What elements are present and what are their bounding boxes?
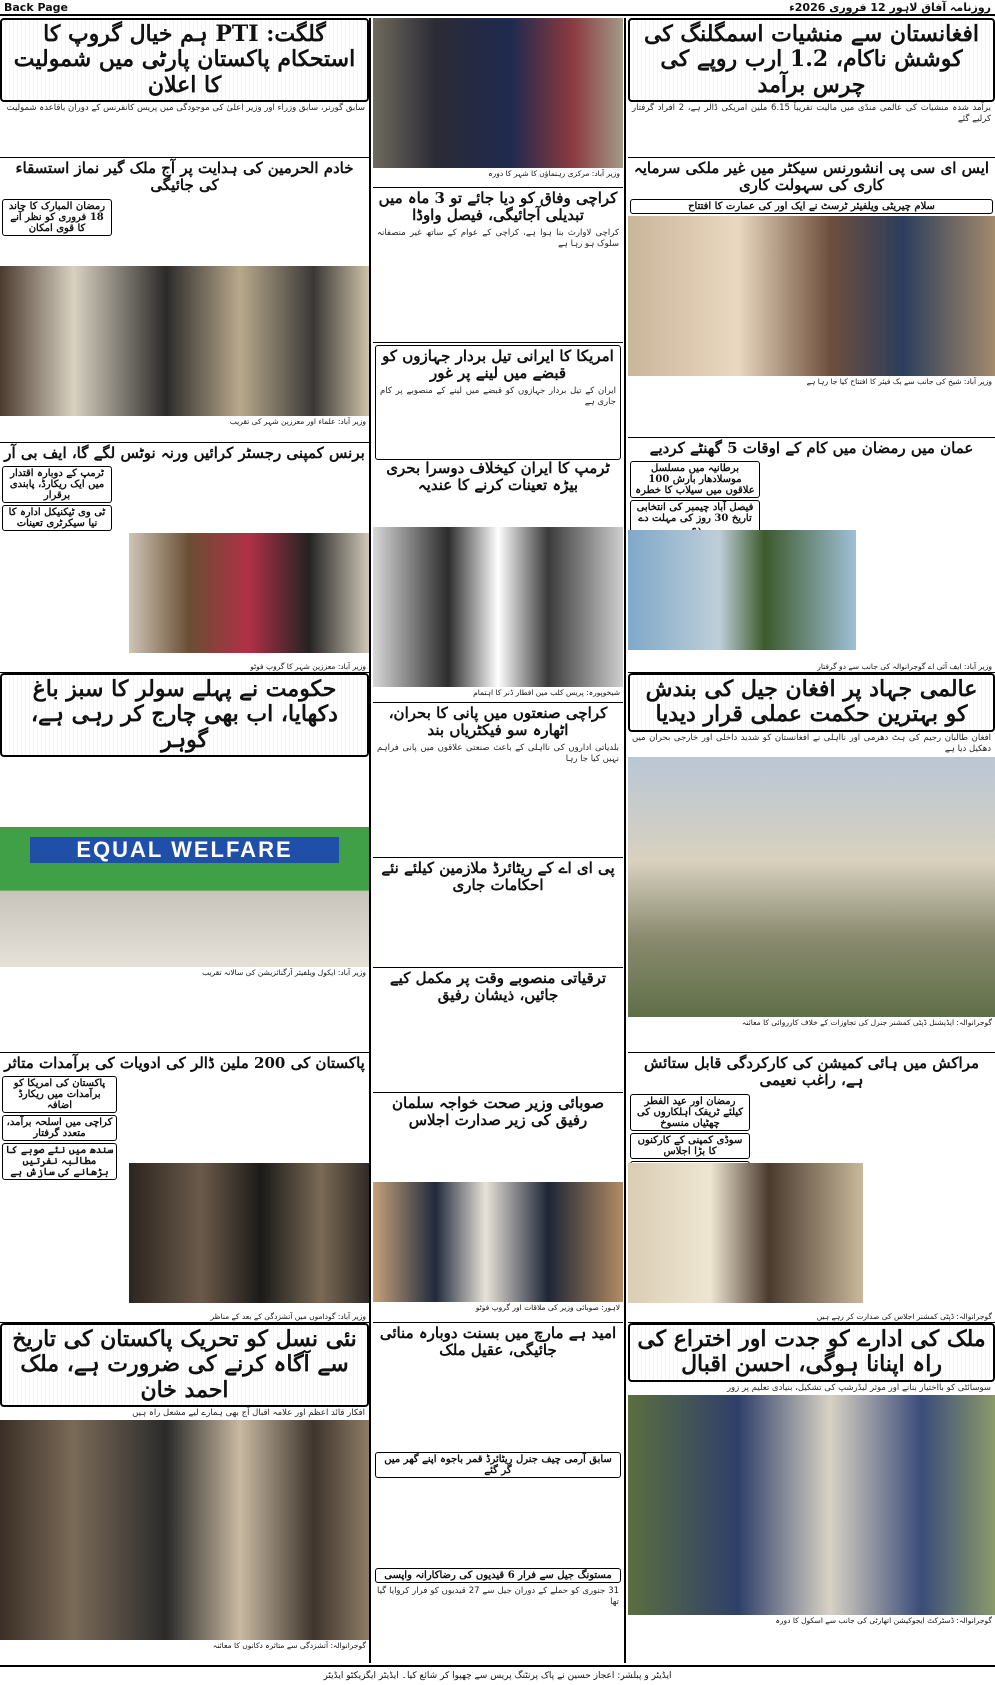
section-label: Back Page [4,0,68,14]
story-body: افغان طالبان رجیم کی ہٹ دھرمی اور نااہلی نے افغانستان کو شدید داخلی اور خارجی بحران میں دھکیل دیا ہے [632,732,991,755]
story-us-iran-oil [375,345,621,460]
headline: گلگت: PTI ہم خیال گروپ کا استحکام پاکستان پارٹی میں شمولیت کا اعلان [0,18,369,102]
photo-caption: گوجرانوالہ: ڈسٹرکٹ ایجوکیشن اتھارٹی کی جانب سے اسکول کا دورہ [628,1615,995,1626]
news-photo [628,530,856,650]
story-gilgit-pti [0,18,369,158]
headline: برنس کمپنی رجسٹر کرائیں ورنہ نوٹس لگے گا، ایف بی آر [4,444,365,462]
headline: عمان میں رمضان میں کام کے اوقات 5 گھنٹے کردیے [649,439,974,457]
headline: پی ای اے کے ریٹائرڈ ملازمین کیلئے نئے احکامات جاری [381,859,615,895]
sub-headline: ٹی وی ٹیکنیکل ادارہ کا نیا سیکرٹری تعینات [2,505,112,531]
photo-caption: گوجرانوالہ: ایڈیشنل ڈپٹی کمشنر جنرل کی تجاوزات کے خلاف کارروائی کا معائنہ [628,1017,995,1028]
column-rule [624,18,626,1663]
headline: مراکش میں ہائی کمیشن کی کارکردگی قابل ستائش ہے، راغب نعیمی [643,1054,980,1090]
sub-headline: سلام چیریٹی ویلفیئر ٹرسٹ نے ایک اور کی عمارت کا افتتاح [630,199,993,214]
sub-headline: فیصل آباد چیمبر کی انتخابی تاریخ 30 روز کی مہلت دے [630,500,760,537]
photo-caption: لاہور: صوبائی وزیر کی ملاقات اور گروپ فوٹو [373,1302,623,1313]
news-photo [628,216,995,376]
masthead-date: روزنامہ آفاق لاہور 12 فروری 2026ء [789,0,991,14]
headline: افغانستان سے منشیات اسمگلنگ کی کوشش ناکام، 1.2 ارب روپے کی چرس برآمد [628,18,995,102]
sub-headline: پاکستان کی امریکا کو برآمدات میں ریکارڈ اضافہ [2,1076,117,1113]
story-drug-seizure [628,18,995,158]
story-body: سابق گورنر، سابق وزراء اور وزیر اعلیٰ کی موجودگی میں پریس کانفرنس کے دوران باقاعدہ شمولیت [6,102,365,113]
photo-caption: وزیر آباد: شیخ کی جانب سے بک فیئر کا افتتاح کیا جا رہا ہے [628,376,995,387]
headline: کراچی وفاق کو دیا جائے تو 3 ماہ میں تبدیلی آجائیگی، فیصل واوڈا [378,189,618,225]
right-column [628,18,995,1663]
story-zeeshan-rafiq [373,968,623,1093]
photo-caption: وزیر آباد: مرکزی رہنماؤں کا شہر کا دورہ [373,168,623,179]
story-body: بلدیاتی اداروں کی نااہلی کے باعث صنعتی علاقوں میں پانی فراہم نہیں کیا جا رہا [377,742,619,764]
story-istisqa [0,158,369,443]
photo-caption: گوجرانوالہ: ڈپٹی کمشنر اجلاس کی صدارت کر رہے ہیں [628,1311,995,1322]
story-fbr [0,443,369,673]
news-photo [129,1163,369,1303]
headline: امید ہے مارچ میں بسنت دوبارہ منائی جائیگی، عقیل ملک [379,1324,617,1360]
story-ahsan-iqbal [628,1323,995,1663]
story-oman [628,438,995,673]
sub-headline: کراچی میں اسلحہ برآمد، متعدد گرفتار [2,1115,117,1141]
headline: ترقیاتی منصوبے وقت پر مکمل کیے جائیں، ذیشان رفیق [389,969,607,1005]
photo-caption: وزیر آباد: معززین شہر کا گروپ فوٹو [0,661,369,672]
headline: خادم الحرمین کی ہدایت پر آج ملک گیر نماز استسقاء کی جائیگی [15,159,354,195]
story-malik-ahmad-khan [0,1323,369,1663]
news-photo [373,527,623,687]
photo-caption: وزیر آباد: ایف آئی اے گوجرانوالہ کی جانب سے دو گرفتار [628,661,995,672]
headline: ٹرمپ کا ایران کیخلاف دوسرا بحری بیڑہ تعینات کرنے کا عندیہ [386,459,610,495]
story-pia-retired [373,858,623,968]
story-vawda [373,188,623,343]
photo-caption: وزیر آباد: علماء اور معززین شہر کی تقریب [0,416,369,427]
sub-headline: مستونگ جیل سے فرار 6 قیدیوں کی رضاکارانہ واپسی [375,1568,621,1583]
story-body: 31 جنوری کو حملے کے دوران جیل سے 27 قیدیوں کو فرار کروایا گیا تھا [377,1585,620,1607]
headline: ایس ای سی پی انشورنس سیکٹر میں غیر ملکی سرمایہ کاری کی سہولت کاری [633,159,990,195]
story-body: برآمد شدہ منشیات کی عالمی منڈی میں مالیت تقریباً 6.15 ملین امریکی ڈالر ہے، 2 افراد گرفتار کرلیے گئے [632,102,991,125]
news-photo [0,827,369,967]
event-banner: EQUAL WELFARE [30,837,340,863]
headline: صوبائی وزیر صحت خواجہ سلمان رفیق کی زیر صدارت اجلاس [392,1094,604,1130]
story-afghan [628,673,995,1053]
story-morocco [628,1053,995,1323]
story-karachi-water [373,703,623,858]
sub-headline: سابق آرمی چیف جنرل ریٹائرڈ قمر باجوہ اپنے گھر میں گر گئے [375,1452,621,1478]
story-body: کراچی لاوارث بنا ہوا ہے، کراچی کے عوام کے ساتھ غیر منصفانہ سلوک ہو رہا ہے [377,227,619,249]
headline: کراچی صنعتوں میں پانی کا بحران، اٹھارہ سو فیکٹریاں بند [388,704,608,740]
headline: ملک کی ادارے کو جدت اور اختراع کی راہ اپنانا ہوگی، احسن اقبال [628,1323,995,1382]
news-photo [0,266,369,416]
photo-caption: گوجرانوالہ: آتشزدگی سے متاثرہ دکانوں کا معائنہ [0,1640,369,1651]
headline: عالمی جہاد پر افغان جیل کی بندش کو بہترین حکمت عملی قرار دیدیا [628,673,995,732]
story-health-minister [373,1093,623,1323]
headline: امریکا کا ایرانی تیل بردار جہازوں کو قبضے میں لینے پر غور [382,347,614,383]
story-gohar-solar [0,673,369,1053]
story-photo-top [373,18,623,188]
left-column [0,18,369,1663]
news-photo [129,533,369,653]
news-photo [0,1420,369,1640]
sub-headline: رمضان المبارک کا چاند 18 فروری کو نظر آنے کا قوی امکان [2,199,112,236]
headline: حکومت نے پہلے سولر کا سبز باغ دکھایا، اب بھی چارج کر رہی ہے، گوہر [0,673,369,757]
story-secp [628,158,995,438]
photo-caption: وزیر آباد: ایکول ویلفیئر آرگنائزیشن کی سالانہ تقریب [0,967,369,978]
story-body: افکار قائد اعظم اور علامہ اقبال آج بھی ہمارے لیے مشعل راہ ہیں [132,1407,365,1418]
news-photo [628,1395,995,1615]
story-body: ایران کے تیل بردار جہازوں کو قبضے میں لینے کے منصوبے پر کام جاری ہے [380,385,616,407]
sub-headline: سندھ میں نئے صوبے کا مطالبہ نفرتیں بڑھانے کی سازش ہے [2,1143,117,1180]
sub-headline: رمضان اور عید الفطر کیلئے ٹریفک اہلکاروں کی چھٹیاں منسوخ [630,1094,750,1131]
sub-headline: سوڈی کمپنی کے کارکنوں کا بڑا اجلاس [630,1133,750,1159]
middle-column [373,18,623,1663]
story-medicine-exports [0,1053,369,1323]
news-photo [628,757,995,1017]
story-basant [373,1323,623,1663]
news-photo [373,1182,623,1302]
headline: پاکستان کی 200 ملین ڈالر کی ادویات کی برآمدات متاثر [4,1054,365,1072]
photo-caption: وزیر آباد: گوداموں میں آتشزدگی کے بعد کے مناظر [0,1311,369,1322]
headline: نئی نسل کو تحریک پاکستان کی تاریخ سے آگاہ کرنے کی ضرورت ہے، ملک احمد خان [0,1323,369,1407]
story-body: سوسائٹی کو بااختیار بنانے اور موثر لیڈرشپ کی تشکیل، بنیادی تعلیم پر زور [726,1382,991,1393]
column-rule [369,18,371,1663]
masthead [0,0,995,16]
story-trump-fleet [373,458,623,703]
imprint-footer: ایڈیٹر و پبلشر: اعجاز حسین نے پاک پرنٹنگ پریس سے چھپوا کر شائع کیا۔ ایڈیٹر ایگزیکٹو ایڈیٹر [0,1665,995,1685]
news-photo [373,18,623,168]
sub-headline: ٹرمپ کے دوبارہ اقتدار میں ایک ریکارڈ، پابندی برقرار [2,466,112,503]
sub-headline: برطانیہ میں مسلسل موسلادھار بارش 100 علاقوں میں سیلاب کا خطرہ [630,461,760,498]
news-photo [628,1163,863,1303]
photo-caption: شیخوپورہ: پریس کلب میں افطار ڈنر کا اہتمام [373,687,623,698]
